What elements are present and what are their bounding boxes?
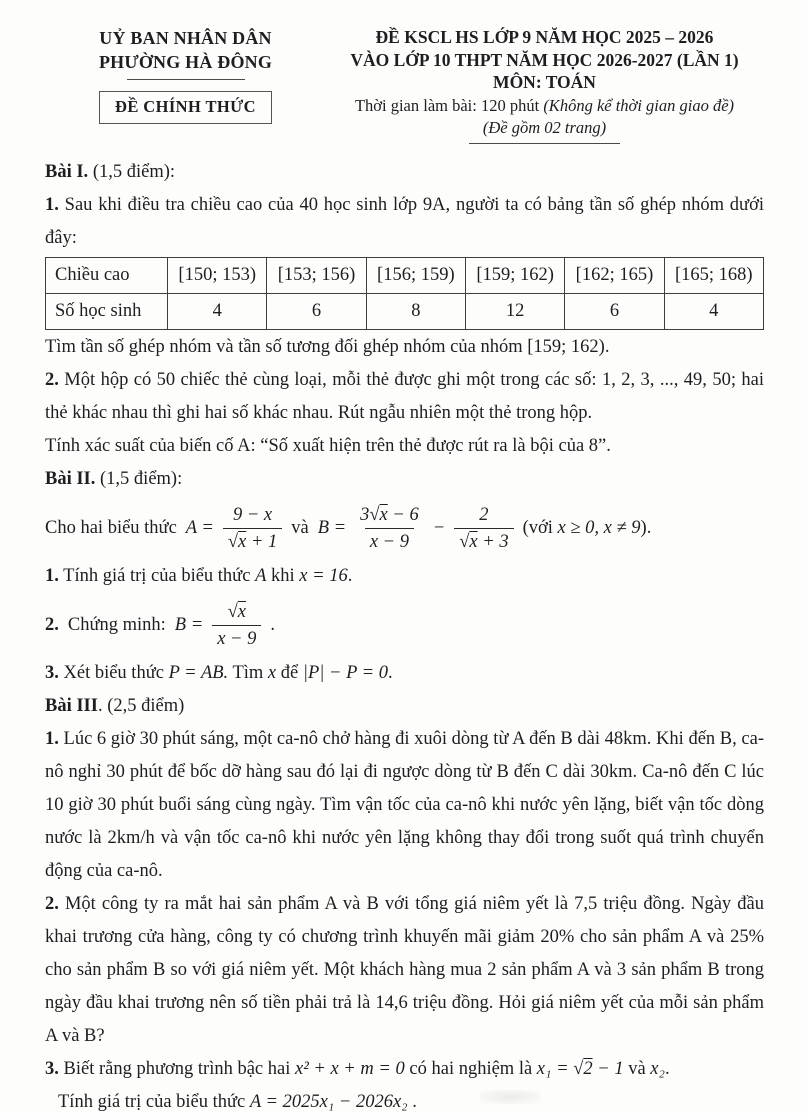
condition-pre: (với: [522, 518, 558, 538]
fraction-denominator: [454, 528, 513, 556]
section-label: Bài I.: [45, 161, 89, 182]
question-number: 3.: [45, 662, 59, 683]
question-text: Xét biểu thức: [58, 662, 169, 683]
question-number: 1.: [45, 565, 59, 586]
exam-header: [0, 0, 808, 144]
fraction-numerator: [223, 599, 251, 625]
question-text: khi: [266, 565, 300, 586]
table-cell: 4: [168, 293, 267, 329]
table-row-header: [46, 257, 764, 293]
frequency-table: [45, 257, 764, 330]
bai1-question-1-followup: Tìm tần số ghép nhóm và tần số tương đối ghép nhóm của nhóm [159; 162).: [45, 336, 610, 357]
formula-intro-text: Cho hai biểu thức: [45, 518, 177, 538]
fraction-numerator: 2: [479, 504, 489, 525]
formula-B-lhs: B =: [174, 615, 204, 635]
formula-B-fraction-1: [355, 502, 424, 556]
math-tail: − 1: [592, 1058, 624, 1079]
exam-duration-note: (Không kể thời gian giao đề): [543, 95, 735, 115]
table-cell: [162; 165): [565, 257, 664, 293]
issuer-underline: [127, 79, 245, 80]
issuer-name-line1: UỶ BAN NHÂN DÂN: [99, 28, 272, 48]
formula-A-fraction: [223, 502, 282, 556]
math-term: A = 2025x₁ − 2026x₂: [249, 1091, 408, 1112]
fraction-numerator: 9 − x: [232, 504, 273, 525]
table-cell: 6: [565, 293, 664, 329]
question-text: .: [407, 1091, 417, 1112]
table-cell: [153; 156): [267, 257, 366, 293]
math-term: x² + x + m = 0: [294, 1058, 405, 1079]
radicand: x: [469, 531, 478, 552]
radicand: x: [238, 531, 247, 552]
table-cell: [156; 159): [366, 257, 465, 293]
math-term: A: [255, 565, 267, 586]
denominator-tail: + 3: [477, 531, 509, 552]
question-text: .: [664, 1058, 670, 1079]
table-cell: 12: [465, 293, 564, 329]
bai2-question-3: [45, 657, 764, 690]
math-term: P = AB.: [168, 662, 229, 683]
math-term: |P| − P = 0: [302, 662, 389, 683]
math-term: x: [267, 662, 277, 683]
question-text: để: [276, 662, 303, 683]
question-text: có hai nghiệm là: [404, 1058, 537, 1079]
question-text: .: [388, 662, 393, 683]
exam-pages-line: [321, 117, 768, 144]
bai2-intro-formula-row: [45, 502, 764, 556]
question-text: Lúc 6 giờ 30 phút sáng, một ca-nô chở hàng đi xuôi dòng từ A đến B dài 48km. Khi đến B, ca-nô nghỉ 30 phút để bốc dỡ hàng sau đó lại đi ngược dòng từ B đến C dài 30km. Ca-nô đến C lúc 10 giờ 30 phút buổi sáng cùng ngày. Tìm vận tốc của ca-nô khi nước yên lặng, biết vận tốc dòng nước là 2km/h và vận tốc ca-nô khi nước yên lặng không thay đổi trong suốt quá trình chuyển động của ca-nô.: [45, 728, 764, 881]
bai3-question-1: [45, 723, 764, 888]
question-number: 2.: [45, 615, 59, 635]
exam-subject: MÔN: TOÁN: [493, 72, 596, 92]
table-cell: [150; 153): [168, 257, 267, 293]
bai3-question-2: [45, 888, 764, 1053]
bai1-question-2-line2: Tính xác suất của biến cố A: “Số xuất hiện trên thẻ được rút ra là bội của 8”.: [45, 435, 611, 456]
question-text: Tìm: [228, 662, 268, 683]
question-text: Một công ty ra mắt hai sản phẩm A và B với tổng giá niêm yết là 7,5 triệu đồng. Ngày đầu khai trương cửa hàng, công ty có chương trình khuyến mãi giảm 20% cho sản phẩm A và 25% cho sản phẩm B so với giá niêm yết. Một khách hàng mua 2 sản phẩm A và 3 sản phẩm B trong ngày đầu khai trương nên số tiền phải trả là 14,6 triệu đồng. Hỏi giá niêm yết của mỗi sản phẩm A và B?: [45, 893, 764, 1046]
exam-duration-line: [321, 95, 768, 117]
exam-title-block: [313, 26, 768, 144]
bai3-question-3: [45, 1053, 764, 1086]
section-heading-bai-3: [45, 690, 764, 723]
proof-fraction: [212, 599, 261, 653]
table-cell: Số học sinh: [46, 293, 168, 329]
math-term: [537, 1059, 624, 1079]
question-number: 1.: [45, 728, 59, 749]
bai3-question-3-line2: [45, 1086, 764, 1113]
radicand: x: [379, 504, 388, 525]
bai2-question-2-row: [45, 599, 764, 653]
section-points: (1,5 điểm):: [88, 161, 176, 182]
numerator-tail: − 6: [387, 504, 419, 525]
math-pre: x₁ =: [536, 1058, 574, 1079]
section-points: (1,5 điểm):: [95, 468, 183, 489]
scan-shadow: [480, 1090, 540, 1104]
sqrt-symbol: √: [459, 531, 470, 552]
exam-body: [0, 144, 808, 1113]
table-cell: [165; 168): [664, 257, 763, 293]
table-cell: 6: [267, 293, 366, 329]
formula-A-lhs: A =: [185, 518, 214, 538]
table-cell: Chiều cao: [46, 257, 168, 293]
question-text: Tính giá trị của biểu thức: [58, 565, 256, 586]
section-heading-bai-1: [45, 156, 764, 189]
question-text: Chứng minh:: [67, 615, 166, 635]
question-text: Tính giá trị của biểu thức: [58, 1091, 250, 1112]
formula-B-operator: −: [432, 518, 446, 538]
sentence-period: .: [270, 615, 276, 635]
section-label: Bài III: [45, 695, 98, 716]
official-exam-stamp: ĐỀ CHÍNH THỨC: [99, 91, 272, 124]
exam-title-line1: ĐỀ KSCL HS LỚP 9 NĂM HỌC 2025 – 2026: [375, 27, 714, 47]
fraction-denominator: x − 9: [365, 528, 414, 556]
radicand: x: [237, 601, 246, 622]
condition-post: ).: [640, 518, 652, 538]
table-cell: [159; 162): [465, 257, 564, 293]
issuer-name-line2: PHƯỜNG HÀ ĐÔNG: [98, 52, 273, 72]
issuer-block: [58, 26, 313, 144]
bai1-question-1: [45, 189, 764, 255]
formula-B-fraction-2: [454, 502, 513, 556]
denominator-tail: + 1: [246, 531, 278, 552]
formula-joiner: và: [291, 518, 309, 538]
exam-duration: Thời gian làm bài: 120 phút: [354, 95, 544, 115]
radicand: 2: [583, 1058, 593, 1079]
sqrt-symbol: √: [573, 1058, 584, 1079]
question-number: 2.: [45, 369, 59, 390]
question-number: 2.: [45, 893, 59, 914]
formula-B-lhs: B =: [317, 518, 347, 538]
bai2-question-1: [45, 560, 764, 593]
question-text: Một hộp có 50 chiếc thẻ cùng loại, mỗi thẻ được ghi một trong các số: 1, 2, 3, ..., 49, 50; hai thẻ khác nhau thì ghi hai số khác nhau. Rút ngẫu nhiên một thẻ trong hộp.: [45, 369, 764, 423]
fraction-denominator: [223, 528, 282, 556]
exam-title-line2: VÀO LỚP 10 THPT NĂM HỌC 2026-2027 (LẦN 1): [350, 49, 739, 70]
table-cell: 8: [366, 293, 465, 329]
question-text: .: [347, 565, 353, 586]
sqrt-symbol: √: [227, 601, 238, 622]
numerator-coef: 3: [360, 504, 370, 525]
table-cell: 4: [664, 293, 763, 329]
section-label: Bài II.: [45, 468, 96, 489]
fraction-denominator: x − 9: [212, 625, 261, 653]
table-row-values: [46, 293, 764, 329]
question-text: Sau khi điều tra chiều cao của 40 học sinh lớp 9A, người ta có bảng tần số ghép nhóm dưới đây:: [45, 194, 764, 248]
sqrt-symbol: √: [369, 504, 380, 525]
question-number: 3.: [45, 1058, 59, 1079]
formula-condition: [523, 512, 652, 545]
section-heading-bai-2: [45, 463, 764, 496]
math-term: x₂: [650, 1058, 665, 1079]
bai1-question-2: [45, 364, 764, 430]
fraction-numerator: [355, 502, 424, 528]
question-text: và: [623, 1058, 651, 1079]
condition-math: x ≥ 0, x ≠ 9: [557, 518, 641, 538]
sqrt-symbol: √: [227, 531, 239, 552]
section-points: . (2,5 điểm): [97, 695, 185, 716]
exam-pages-note: (Đề gồm 02 trang): [469, 117, 620, 144]
question-number: 1.: [45, 194, 59, 215]
question-text: Biết rằng phương trình bậc hai: [58, 1058, 295, 1079]
math-term: x = 16: [299, 565, 348, 586]
